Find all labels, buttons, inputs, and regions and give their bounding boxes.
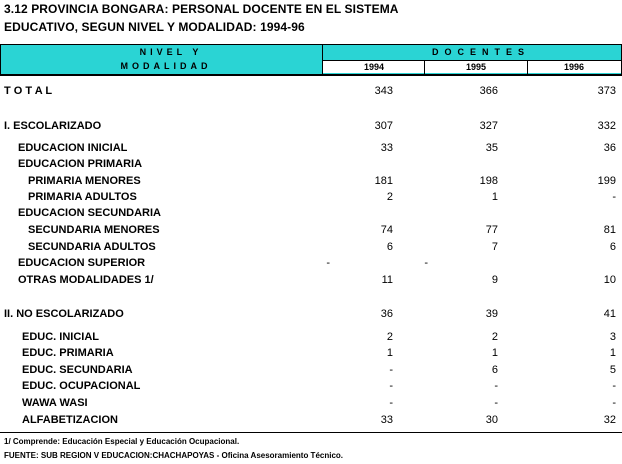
row-label: EDUCACION INICIAL <box>18 142 128 154</box>
year-1996: 1996 <box>563 62 585 72</box>
cell-1996: 10 <box>603 274 616 286</box>
cell-1994: 36 <box>380 308 393 320</box>
row-label: PRIMARIA MENORES <box>28 175 141 187</box>
cell-1995: 2 <box>491 331 498 343</box>
cell-1995: 77 <box>485 224 498 236</box>
row-label: EDUC. OCUPACIONAL <box>22 380 141 392</box>
cell-1996: 5 <box>609 364 616 376</box>
table-title-line2: EDUCATIVO, SEGUN NIVEL Y MODALIDAD: 1994-96 <box>4 20 305 34</box>
cell-1994: 74 <box>380 224 393 236</box>
row-label: OTRAS MODALIDADES 1/ <box>18 274 154 286</box>
cell-1994: 2 <box>386 191 393 203</box>
table-row <box>0 224 622 240</box>
cell-1994: 6 <box>386 241 393 253</box>
cell-1994: 2 <box>386 331 393 343</box>
table-header <box>0 44 622 75</box>
table-row <box>0 257 622 273</box>
table-row <box>0 308 622 324</box>
cell-1995: 198 <box>479 175 498 187</box>
row-label: EDUC. INICIAL <box>22 331 99 343</box>
cell-1995: 30 <box>485 414 498 426</box>
table-row <box>0 142 622 158</box>
row-label: EDUCACION PRIMARIA <box>18 158 143 170</box>
cell-1995: 366 <box>479 85 498 97</box>
cell-1994: - <box>389 397 393 409</box>
cell-1995: 9 <box>491 274 498 286</box>
cell-1995: - <box>424 257 428 269</box>
cell-1996: 81 <box>603 224 616 236</box>
cell-1995: 1 <box>491 347 498 359</box>
cell-1996: 41 <box>603 308 616 320</box>
cell-1995: - <box>494 380 498 392</box>
row-label: T O T A L <box>4 85 53 97</box>
table-row <box>0 414 622 430</box>
source-note: FUENTE: SUB REGION V EDUCACION:CHACHAPOYAS - Oficina Asesoramiento Técnico. <box>4 451 344 460</box>
table-row <box>0 85 622 101</box>
cell-1995: 327 <box>479 120 498 132</box>
cell-1994: 1 <box>386 347 393 359</box>
cell-1994: - <box>326 257 330 269</box>
row-label: WAWA WASI <box>22 397 88 409</box>
footer-rule <box>0 432 622 433</box>
row-label: ALFABETIZACION <box>22 414 118 426</box>
cell-1994: 343 <box>374 85 393 97</box>
cell-1996: - <box>612 191 616 203</box>
row-label: EDUCACION SECUNDARIA <box>18 207 162 219</box>
row-label: SECUNDARIA MENORES <box>28 224 160 236</box>
cell-1995: 6 <box>491 364 498 376</box>
table-row <box>0 380 622 396</box>
year-1994: 1994 <box>363 62 385 72</box>
table-row <box>0 191 622 207</box>
cell-1994: - <box>389 380 393 392</box>
row-label: SECUNDARIA ADULTOS <box>28 241 156 253</box>
cell-1995: 7 <box>491 241 498 253</box>
row-label: I. ESCOLARIZADO <box>4 120 102 132</box>
cell-1994: - <box>389 364 393 376</box>
year-divider-1 <box>424 60 425 74</box>
cell-1996: - <box>612 397 616 409</box>
table-row <box>0 331 622 347</box>
table-row <box>0 175 622 191</box>
cell-1995: 1 <box>491 191 498 203</box>
table-row <box>0 241 622 257</box>
header-bottom-rule <box>0 74 622 76</box>
cell-1995: 35 <box>485 142 498 154</box>
header-nivel: NIVEL Y <box>139 47 203 57</box>
table-row <box>0 397 622 413</box>
cell-1996: 199 <box>597 175 616 187</box>
cell-1994: 33 <box>380 142 393 154</box>
table-row <box>0 207 622 223</box>
cell-1996: 3 <box>609 331 616 343</box>
cell-1994: 307 <box>374 120 393 132</box>
year-1995: 1995 <box>465 62 487 72</box>
cell-1996: 32 <box>603 414 616 426</box>
cell-1994: 33 <box>380 414 393 426</box>
table-row <box>0 347 622 363</box>
header-modalidad: MODALIDAD <box>120 61 212 71</box>
cell-1995: 39 <box>485 308 498 320</box>
cell-1996: 373 <box>597 85 616 97</box>
cell-1996: 36 <box>603 142 616 154</box>
table-row <box>0 158 622 174</box>
cell-1994: 181 <box>374 175 393 187</box>
row-label: EDUCACION SUPERIOR <box>18 257 146 269</box>
footnote: 1/ Comprende: Educación Especial y Educación Ocupacional. <box>4 437 240 446</box>
cell-1996: 332 <box>597 120 616 132</box>
cell-1996: 6 <box>609 241 616 253</box>
row-label: EDUC. PRIMARIA <box>22 347 114 359</box>
cell-1996: - <box>612 380 616 392</box>
cell-1996: 1 <box>609 347 616 359</box>
table-row <box>0 120 622 136</box>
header-docentes: DOCENTES <box>431 47 530 57</box>
table-row <box>0 274 622 290</box>
row-label: EDUC. SECUNDARIA <box>22 364 133 376</box>
table-row <box>0 364 622 380</box>
row-label: II. NO ESCOLARIZADO <box>4 308 124 320</box>
row-label: PRIMARIA ADULTOS <box>28 191 137 203</box>
cell-1995: - <box>494 397 498 409</box>
cell-1994: 11 <box>381 274 393 286</box>
table-title-line1: 3.12 PROVINCIA BONGARA: PERSONAL DOCENTE EN EL SISTEMA <box>4 2 399 16</box>
